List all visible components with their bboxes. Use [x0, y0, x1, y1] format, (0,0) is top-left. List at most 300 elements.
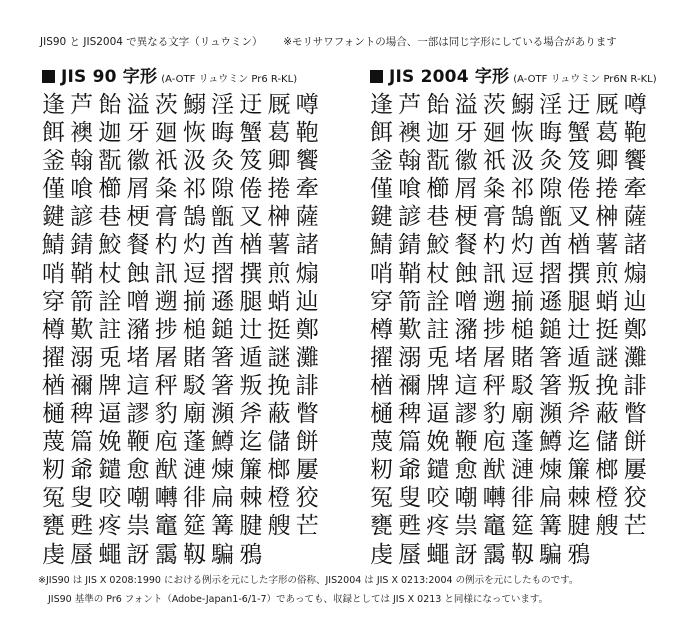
- kanji-cell: 釜: [370, 148, 393, 175]
- kanji-cell: 廻: [154, 120, 178, 147]
- kanji-cell: 楢: [239, 232, 263, 259]
- kanji-cell: 甦: [70, 513, 94, 540]
- kanji-cell: 箸: [211, 372, 235, 399]
- kanji-cell: 諸: [295, 232, 319, 259]
- kanji-cell: 蔑: [42, 429, 65, 456]
- kanji-cell: 灼: [182, 232, 206, 259]
- kanji-cell: 靱: [182, 541, 206, 568]
- kanji-cell: 遜: [211, 288, 235, 315]
- kanji-cell: 祇: [482, 148, 506, 175]
- kanji-cell: 鯖: [42, 232, 65, 259]
- kanji-cell: 娩: [98, 429, 122, 456]
- kanji-cell: 捗: [154, 316, 178, 343]
- kanji-cell: 溢: [454, 92, 478, 118]
- kanji-cell: 鴉: [567, 541, 591, 568]
- kanji-cell: 僅: [42, 176, 65, 203]
- kanji-cell: 扁: [211, 485, 235, 512]
- kanji-cell: 牙: [454, 120, 478, 147]
- kanji-cell: 徽: [454, 148, 478, 175]
- kanji-cell: 卿: [267, 148, 291, 175]
- kanji-cell: 翰: [70, 148, 94, 175]
- kanji-cell: 杓: [482, 232, 506, 259]
- kanji-cell: 膏: [154, 204, 178, 231]
- kanji-cell: 哨: [370, 260, 393, 287]
- panel-jis90: [42, 62, 324, 569]
- kanji-cell: 秤: [482, 372, 506, 399]
- kanji-cell: 煎: [267, 260, 291, 287]
- kanji-cell: 歎: [70, 316, 94, 343]
- kanji-cell: 卿: [595, 148, 619, 175]
- kanji-cell: 靄: [482, 541, 506, 568]
- kanji-cell: 娩: [426, 429, 450, 456]
- kanji-cell: 葛: [267, 120, 291, 147]
- kanji-cell: 祇: [154, 148, 178, 175]
- kanji-cell: 屠: [154, 344, 178, 371]
- kanji-cell: 梗: [126, 204, 150, 231]
- kanji-cell: 捲: [267, 176, 291, 203]
- kanji-cell: 註: [98, 316, 122, 343]
- kanji-cell: 捗: [482, 316, 506, 343]
- kanji-cell: 杓: [154, 232, 178, 259]
- kanji-cell: 甑: [211, 204, 235, 231]
- kanji-cell: 徽: [126, 148, 150, 175]
- kanji-cell: 灘: [623, 344, 647, 371]
- kanji-cell: 蛸: [267, 288, 291, 315]
- kanji-cell: 屑: [454, 176, 478, 203]
- kanji-cell: 箸: [211, 344, 235, 371]
- kanji-cell: 茨: [154, 92, 178, 118]
- kanji-cell: 鰯: [182, 92, 206, 118]
- kanji-cell: 廻: [482, 120, 506, 147]
- kanji-cell: 倦: [239, 176, 263, 203]
- kanji-cell: 鯖: [370, 232, 393, 259]
- kanji-cell: 梗: [454, 204, 478, 231]
- kanji-cell: 棘: [239, 485, 263, 512]
- kanji-cell: 棘: [567, 485, 591, 512]
- kanji-cell: 餌: [370, 120, 393, 147]
- kanji-cell: 挽: [595, 372, 619, 399]
- kanji-cell: 辻: [239, 316, 263, 343]
- kanji-cell: 樽: [42, 316, 65, 343]
- kanji-cell: 迦: [426, 120, 450, 147]
- kanji-cell: 叟: [398, 485, 422, 512]
- kanji-cell: 艘: [267, 513, 291, 540]
- kanji-cell: 榊: [267, 204, 291, 231]
- kanji-cell: 禰: [398, 372, 422, 399]
- kanji-cell: 薩: [295, 204, 319, 231]
- kanji-cell: 撰: [567, 260, 591, 287]
- kanji-cell: 箸: [539, 344, 563, 371]
- kanji-cell: 鞄: [623, 120, 647, 147]
- kanji-cell: 斧: [567, 401, 591, 428]
- kanji-cell: 堵: [126, 344, 150, 371]
- kanji-cell: 笈: [567, 148, 591, 175]
- kanji-cell: 屢: [623, 457, 647, 484]
- kanji-cell: 甑: [539, 204, 563, 231]
- kanji-cell: 鑓: [98, 457, 122, 484]
- kanji-cell: 篝: [539, 513, 563, 540]
- header-note-aside: ※モリサワフォントの場合、一部は同じ字形にしている場合があります: [283, 36, 617, 48]
- kanji-cell: 迄: [567, 429, 591, 456]
- kanji-cell: 晦: [211, 120, 235, 147]
- kanji-cell: 擢: [42, 344, 65, 371]
- kanji-cell: 葛: [595, 120, 619, 147]
- kanji-cell: 詮: [426, 288, 450, 315]
- kanji-cell: 倦: [567, 176, 591, 203]
- kanji-cell: 禰: [70, 372, 94, 399]
- kanji-cell: 嘲: [454, 485, 478, 512]
- kanji-cell: 鞘: [398, 260, 422, 287]
- kanji-cell: 鞄: [295, 120, 319, 147]
- kanji-cell: 篇: [398, 429, 422, 456]
- kanji-cell: 蠅: [98, 541, 122, 568]
- kanji-cell: 駁: [182, 372, 206, 399]
- kanji-cell: 叟: [70, 485, 94, 512]
- kanji-cell: 穿: [370, 288, 393, 315]
- kanji-cell: 竈: [154, 513, 178, 540]
- kanji-cell: 溺: [70, 344, 94, 371]
- kanji-cell: 鍵: [370, 204, 393, 231]
- kanji-cell: 廟: [510, 401, 534, 428]
- black-square-icon: [370, 70, 383, 83]
- kanji-cell: 襖: [70, 120, 94, 147]
- kanji-cell: 逗: [510, 260, 534, 287]
- panel-header: [42, 62, 324, 86]
- kanji-cell: 腿: [567, 288, 591, 315]
- kanji-cell: 靄: [154, 541, 178, 568]
- kanji-cell: 謎: [267, 344, 291, 371]
- kanji-cell: 祟: [454, 513, 478, 540]
- kanji-cell: 愈: [454, 457, 478, 484]
- kanji-cell: 叉: [239, 204, 263, 231]
- kanji-cell: 騙: [211, 541, 235, 568]
- black-square-icon: [42, 70, 55, 83]
- kanji-cell: 鎚: [211, 316, 235, 343]
- kanji-cell: 噌: [454, 288, 478, 315]
- kanji-cell: 榔: [267, 457, 291, 484]
- panel-title: JIS 2004 字形: [389, 67, 510, 87]
- kanji-cell: 駁: [510, 372, 534, 399]
- kanji-cell: 咬: [426, 485, 450, 512]
- kanji-cell: 庖: [482, 429, 506, 456]
- kanji-cell: 襖: [398, 120, 422, 147]
- kanji-cell: 遡: [482, 288, 506, 315]
- kanji-cell: 瀦: [126, 316, 150, 343]
- kanji-cell: 厩: [595, 92, 619, 118]
- kanji-cell: 灼: [510, 232, 534, 259]
- kanji-cell: 恢: [182, 120, 206, 147]
- kanji-cell: 薯: [267, 232, 291, 259]
- kanji-cell: 諺: [70, 204, 94, 231]
- kanji-cell: 芒: [623, 513, 647, 540]
- kanji-cell: 鵠: [510, 204, 534, 231]
- kanji-cell: 薯: [595, 232, 619, 259]
- kanji-cell: 煎: [595, 260, 619, 287]
- kanji-cell: 鑓: [426, 457, 450, 484]
- kanji-cell: 瞥: [295, 401, 319, 428]
- kanji-cell: 蓬: [182, 429, 206, 456]
- kanji-cell: 牌: [98, 372, 122, 399]
- kanji-cell: 賭: [182, 344, 206, 371]
- kanji-cell: 灸: [539, 148, 563, 175]
- kanji-cell: 訊: [154, 260, 178, 287]
- kanji-cell: 汲: [510, 148, 534, 175]
- kanji-cell: 粂: [154, 176, 178, 203]
- kanji-cell: 這: [454, 372, 478, 399]
- kanji-cell: 諺: [398, 204, 422, 231]
- kanji-cell: 漣: [182, 457, 206, 484]
- kanji-grid: [370, 91, 657, 569]
- kanji-cell: 簾: [567, 457, 591, 484]
- kanji-cell: 筵: [510, 513, 534, 540]
- kanji-cell: 箭: [398, 288, 422, 315]
- kanji-cell: 鞭: [126, 429, 150, 456]
- kanji-cell: 杖: [98, 260, 122, 287]
- kanji-cell: 鮫: [426, 232, 450, 259]
- kanji-cell: 鍵: [42, 204, 65, 231]
- kanji-cell: 杖: [426, 260, 450, 287]
- kanji-cell: 撰: [239, 260, 263, 287]
- kanji-cell: 瀦: [454, 316, 478, 343]
- kanji-cell: 汲: [182, 148, 206, 175]
- kanji-cell: 晦: [539, 120, 563, 147]
- kanji-cell: 芦: [398, 92, 422, 118]
- kanji-cell: 挺: [595, 316, 619, 343]
- kanji-cell: 漣: [510, 457, 534, 484]
- kanji-cell: 橙: [595, 485, 619, 512]
- kanji-cell: 瀕: [539, 401, 563, 428]
- kanji-cell: 蜃: [70, 541, 94, 568]
- header-note-main: JIS90 と JIS2004 で異なる文字（リュウミン）: [40, 36, 263, 48]
- kanji-cell: 翫: [426, 148, 450, 175]
- kanji-cell: 蔽: [595, 401, 619, 428]
- panel-jis2004: [370, 62, 657, 569]
- kanji-cell: 甕: [42, 513, 65, 540]
- kanji-cell: 腱: [239, 513, 263, 540]
- kanji-cell: 膏: [482, 204, 506, 231]
- kanji-cell: 瞥: [623, 401, 647, 428]
- panel-title: JIS 90 字形: [61, 67, 158, 87]
- kanji-cell: 橙: [267, 485, 291, 512]
- kanji-cell: 筵: [182, 513, 206, 540]
- kanji-cell: 迂: [239, 92, 263, 118]
- kanji-cell: 斧: [239, 401, 263, 428]
- kanji-cell: 遁: [567, 344, 591, 371]
- kanji-cell: 鰯: [510, 92, 534, 118]
- kanji-cell: 噂: [295, 92, 319, 118]
- kanji-cell: 蔑: [370, 429, 393, 456]
- kanji-cell: 榊: [595, 204, 619, 231]
- panel-header: [370, 62, 657, 86]
- kanji-cell: 灘: [295, 344, 319, 371]
- kanji-cell: 鄭: [623, 316, 647, 343]
- kanji-cell: 粂: [482, 176, 506, 203]
- kanji-cell: 餅: [295, 429, 319, 456]
- kanji-cell: 稗: [398, 401, 422, 428]
- kanji-cell: 牌: [426, 372, 450, 399]
- kanji-cell: 甦: [398, 513, 422, 540]
- kanji-cell: 蟹: [567, 120, 591, 147]
- kanji-cell: 溢: [126, 92, 150, 118]
- kanji-cell: 庖: [154, 429, 178, 456]
- kanji-cell: 篇: [70, 429, 94, 456]
- kanji-cell: 咬: [98, 485, 122, 512]
- kanji-cell: 迦: [98, 120, 122, 147]
- kanji-cell: 哨: [42, 260, 65, 287]
- kanji-cell: 叛: [239, 372, 263, 399]
- kanji-cell: 蝕: [126, 260, 150, 287]
- kanji-cell: 喰: [70, 176, 94, 203]
- kanji-cell: 篝: [211, 513, 235, 540]
- kanji-grid: [42, 91, 324, 569]
- kanji-cell: 飴: [98, 92, 122, 118]
- kanji-cell: 酋: [539, 232, 563, 259]
- kanji-cell: 鱒: [211, 429, 235, 456]
- kanji-cell: 辻: [567, 316, 591, 343]
- kanji-cell: 遡: [154, 288, 178, 315]
- kanji-cell: 賭: [510, 344, 534, 371]
- kanji-cell: 狡: [623, 485, 647, 512]
- kanji-cell: 辿: [623, 288, 647, 315]
- kanji-cell: 竈: [482, 513, 506, 540]
- kanji-cell: 堵: [454, 344, 478, 371]
- kanji-cell: 疼: [426, 513, 450, 540]
- kanji-cell: 疼: [98, 513, 122, 540]
- kanji-cell: 穿: [42, 288, 65, 315]
- kanji-cell: 猷: [482, 457, 506, 484]
- kanji-cell: 徘: [510, 485, 534, 512]
- kanji-cell: 儲: [267, 429, 291, 456]
- footnote-line-1: ※JIS90 は JIS X 0208:1990 における例示を元にした字形の俗称、JIS2004 は JIS X 0213:2004 の例示を元にしたものです。: [38, 575, 579, 586]
- kanji-cell: 猷: [154, 457, 178, 484]
- kanji-cell: 笈: [239, 148, 263, 175]
- kanji-cell: 櫛: [98, 176, 122, 203]
- panel-subtitle: (A-OTF リュウミン Pr6 R-KL): [161, 74, 298, 85]
- kanji-cell: 艘: [595, 513, 619, 540]
- kanji-cell: 秤: [154, 372, 178, 399]
- kanji-cell: 牽: [623, 176, 647, 203]
- kanji-cell: 冤: [42, 485, 65, 512]
- kanji-cell: 揃: [510, 288, 534, 315]
- kanji-cell: 兎: [98, 344, 122, 371]
- kanji-cell: 挽: [267, 372, 291, 399]
- kanji-cell: 摺: [539, 260, 563, 287]
- kanji-cell: 飴: [426, 92, 450, 118]
- kanji-cell: 逢: [370, 92, 393, 118]
- kanji-cell: 屢: [295, 457, 319, 484]
- kanji-cell: 諸: [623, 232, 647, 259]
- kanji-cell: 煉: [211, 457, 235, 484]
- kanji-cell: 蟹: [239, 120, 263, 147]
- kanji-cell: 屠: [482, 344, 506, 371]
- kanji-cell: 鎚: [539, 316, 563, 343]
- kanji-cell: 喰: [398, 176, 422, 203]
- kanji-cell: 虔: [42, 541, 65, 568]
- kanji-cell: 鮫: [98, 232, 122, 259]
- kanji-cell: 迄: [239, 429, 263, 456]
- kanji-cell: 蝕: [454, 260, 478, 287]
- kanji-cell: 煉: [539, 457, 563, 484]
- kanji-cell: 楢: [370, 372, 393, 399]
- kanji-cell: 囀: [482, 485, 506, 512]
- kanji-cell: 樋: [370, 401, 393, 428]
- kanji-cell: 遜: [539, 288, 563, 315]
- kanji-cell: 錆: [398, 232, 422, 259]
- kanji-cell: 巷: [98, 204, 122, 231]
- kanji-cell: 騙: [539, 541, 563, 568]
- kanji-cell: 煽: [623, 260, 647, 287]
- kanji-cell: 籾: [370, 457, 393, 484]
- kanji-cell: 叛: [567, 372, 591, 399]
- kanji-cell: 嘲: [126, 485, 150, 512]
- kanji-cell: 甕: [370, 513, 393, 540]
- kanji-cell: 祁: [510, 176, 534, 203]
- kanji-cell: 揃: [182, 288, 206, 315]
- kanji-cell: 逼: [98, 401, 122, 428]
- kanji-cell: 逗: [182, 260, 206, 287]
- kanji-cell: 籾: [42, 457, 65, 484]
- kanji-cell: 靱: [510, 541, 534, 568]
- kanji-cell: 薩: [623, 204, 647, 231]
- kanji-cell: 詮: [98, 288, 122, 315]
- kanji-cell: 逼: [426, 401, 450, 428]
- kanji-cell: 這: [126, 372, 150, 399]
- kanji-cell: 箭: [70, 288, 94, 315]
- kanji-cell: 淫: [211, 92, 235, 118]
- kanji-cell: 噂: [623, 92, 647, 118]
- kanji-cell: 虔: [370, 541, 393, 568]
- kanji-cell: 誹: [295, 372, 319, 399]
- kanji-cell: 隙: [211, 176, 235, 203]
- kanji-cell: 爺: [398, 457, 422, 484]
- kanji-cell: 隙: [539, 176, 563, 203]
- kanji-cell: 巷: [426, 204, 450, 231]
- kanji-cell: 祟: [126, 513, 150, 540]
- footnote-line-2: JIS90 基準の Pr6 フォント（Adobe-Japan1-6/1-7）であっても、収録としては JIS X 0213 と同様になっています。: [48, 594, 549, 605]
- kanji-cell: 蜃: [398, 541, 422, 568]
- kanji-cell: 錆: [70, 232, 94, 259]
- kanji-cell: 芒: [295, 513, 319, 540]
- kanji-cell: 兎: [426, 344, 450, 371]
- kanji-cell: 樽: [370, 316, 393, 343]
- kanji-cell: 謬: [454, 401, 478, 428]
- kanji-cell: 鵠: [182, 204, 206, 231]
- kanji-cell: 囀: [154, 485, 178, 512]
- kanji-cell: 厩: [267, 92, 291, 118]
- kanji-cell: 溺: [398, 344, 422, 371]
- kanji-cell: 蓬: [510, 429, 534, 456]
- kanji-cell: 稗: [70, 401, 94, 428]
- kanji-cell: 楢: [42, 372, 65, 399]
- kanji-cell: 釜: [42, 148, 65, 175]
- kanji-cell: 辿: [295, 288, 319, 315]
- kanji-cell: 槌: [182, 316, 206, 343]
- kanji-cell: 鞘: [70, 260, 94, 287]
- kanji-cell: 茨: [482, 92, 506, 118]
- kanji-cell: 芦: [70, 92, 94, 118]
- kanji-cell: 餅: [623, 429, 647, 456]
- kanji-cell: 蠅: [426, 541, 450, 568]
- kanji-cell: 捲: [595, 176, 619, 203]
- kanji-cell: 瀕: [211, 401, 235, 428]
- kanji-cell: 鄭: [295, 316, 319, 343]
- kanji-cell: 簾: [239, 457, 263, 484]
- kanji-cell: 酋: [211, 232, 235, 259]
- panel-subtitle: (A-OTF リュウミン Pr6N R-KL): [513, 74, 657, 85]
- kanji-cell: 灸: [211, 148, 235, 175]
- kanji-cell: 叉: [567, 204, 591, 231]
- kanji-cell: 誹: [623, 372, 647, 399]
